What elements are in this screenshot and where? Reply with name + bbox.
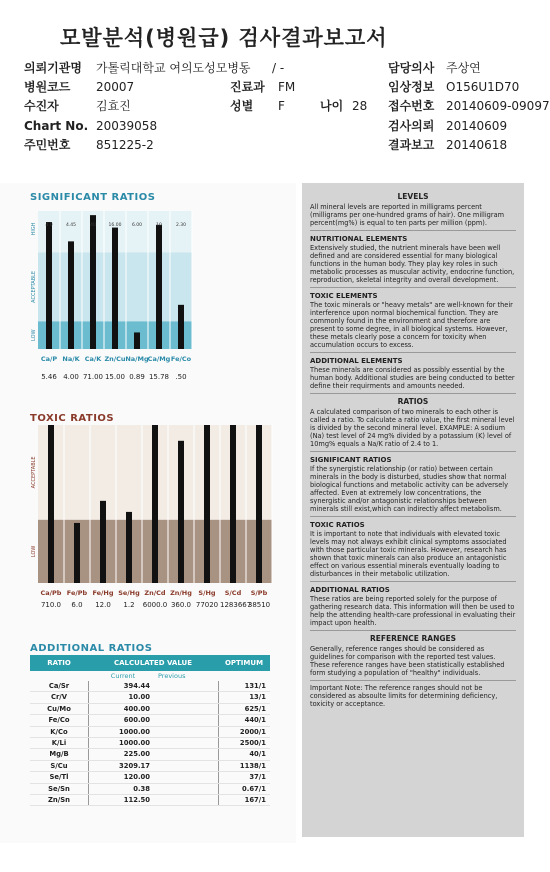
toxic-ratios-chart [30,423,278,615]
table-cell [158,784,218,794]
table-cell: 225.00 [88,749,158,759]
table-row [30,772,270,783]
bar [152,425,158,583]
table-cell: 625/1 [218,704,270,714]
table-cell: Se/Sn [48,784,70,793]
value-cell: 6000.0 [142,601,168,609]
value-cell: 6.0 [71,601,83,609]
value-cell: 1283667 [220,601,252,609]
value: 가톨릭대학교 여의도성모병동 [96,61,251,75]
bar [204,425,210,583]
value: 20140618 [446,138,508,152]
label: 주민번호 [24,138,71,152]
table-row [30,795,270,806]
bar [90,215,96,349]
significant-ratios-chart [30,203,202,389]
paragraph: It is important to note that individuals with elevated toxic levels may not always exhibit clinical symptoms associated with those particular toxic minerals. However, research has shown that toxic minerals can also produce an antagonistic effect on various essential minerals eventually loading to disturbances in their metabolic utilization. [310,530,516,582]
scale-label: 4.45 [65,223,77,228]
category-label: Zn/Hg [170,589,192,597]
category-label: S/Hg [198,589,216,597]
table-row [30,681,270,692]
category-label: Ca/P [40,355,58,363]
bar [112,228,118,349]
category-label: S/Cd [224,589,242,597]
category-label: Na/Mg [125,355,149,363]
table-cell: Cr/V [50,693,68,702]
table-row [30,738,270,749]
table-cell [158,761,218,771]
scale-label: 10 [156,223,162,228]
category-label: Zn/Cd [144,589,166,597]
bar [230,425,236,583]
paragraph: Important Note: The reference ranges should not be considered as absoulte limits for determining deficiency, toxicity or acceptance. [310,684,498,708]
table-cell: 10.00 [88,692,158,702]
table-cell [158,749,218,759]
table-cell: 13/1 [218,692,270,702]
heading: LEVELS [397,192,429,201]
heading: RATIOS [397,397,429,406]
table-cell: 3209.17 [88,761,158,771]
value: F [278,99,285,113]
scale-label: 2.30 [175,223,187,228]
paragraph: Generally, reference ranges should be considered as guidelines for comparison with the reported test values. These reference ranges have been statistically established form studying a population of "healthy" individuals. [310,645,516,681]
table-cell: 1138/1 [218,761,270,771]
table-subheader: Current Previous [110,672,186,680]
value-cell: .50 [175,373,187,381]
zone-label: LOW [31,329,37,341]
table-cell: 131/1 [218,681,270,691]
heading: SIGNIFICANT RATIOS [310,456,392,464]
paragraph: These minerals are considered as possibly essential by the human body. Additional studies are being conducted to better define their requirments and amounts needed. [310,366,516,394]
significant-values [30,373,192,381]
label: 병원코드 [24,80,71,94]
label: Chart No. [24,119,89,133]
zone-label: ACCEPTABLE [31,456,37,489]
table-cell: 167/1 [218,795,270,805]
value-cell: 15.78 [148,373,170,381]
value-cell: 5.46 [41,373,57,381]
heading: TOXIC ELEMENTS [310,292,378,300]
additional-ratios-table [30,655,270,806]
value-cell: 71.00 [82,373,104,381]
label: 수진자 [24,99,59,113]
bar [48,425,54,583]
category-label: Se/Hg [118,589,140,597]
category-label: S/Pb [250,589,268,597]
significant-title: SIGNIFICANT RATIOS [30,192,156,203]
zone-label: HIGH [31,222,37,236]
table-row [30,692,270,703]
value: 28 [352,99,368,113]
zone-label: ACCEPTABLE [31,270,37,303]
table-row [30,749,270,760]
table-cell: 1000.00 [88,738,158,748]
value-cell: 710.0 [40,601,62,609]
table-cell [158,738,218,748]
value-cell: 0.89 [129,373,145,381]
category-label: Na/K [62,355,80,363]
info-panel [302,183,524,837]
category-label: Fe/Hg [92,589,114,597]
heading: TOXIC RATIOS [310,521,365,529]
bar [46,222,52,349]
bar [178,305,184,349]
label: 접수번호 [388,99,435,113]
heading: ADDITIONAL RATIOS [310,586,390,594]
table-cell: S/Cu [50,761,68,770]
value-cell: 12.0 [95,601,111,609]
table-row [30,761,270,772]
table-cell: 120.00 [88,772,158,782]
table-cell: 0.38 [88,784,158,794]
table-cell [158,692,218,702]
table-cell: 40/1 [218,749,270,759]
value: 20140609-09097 [446,99,550,113]
table-cell: Se/Tl [49,773,69,782]
label: 성별 [230,99,254,113]
table-cell: Ca/Sr [48,682,70,690]
table-cell: 400.00 [88,704,158,714]
value: 851225-2 [96,138,154,152]
bar [156,225,162,349]
scale-label: 40 [90,223,96,228]
value: O156U1D70 [446,80,520,94]
table-cell: 0.67/1 [218,784,270,794]
paragraph: The toxic minerals or "heavy metals" are well-known for their interference upon normal biochemical function. They are commonly found in the environment and therefore are present to some degree, in all biological systems. However, these metals clearly pose a concern for toxicity when accumulation occurs to excess. [310,301,516,353]
label: 진료과 [230,80,265,94]
scale-label: 4.0 [45,223,53,228]
value: 김효진 [96,99,131,113]
table-cell [158,715,218,725]
scale-label: 16.00 [108,223,122,228]
label: 검사의뢰 [388,119,435,133]
bar [68,241,74,349]
table-row [30,727,270,738]
label: 나이 [320,99,344,113]
table-cell: K/Li [51,738,67,747]
table-cell: 2500/1 [218,738,270,748]
label: 임상정보 [388,80,435,94]
table-cell: 440/1 [218,715,270,725]
category-label: Fe/Co [170,355,192,363]
category-label: Fe/Pb [66,589,88,597]
label: 의뢰기관명 [24,61,82,75]
bar [100,501,106,583]
patient-header [0,58,550,158]
heading: REFERENCE RANGES [369,634,457,643]
table-cell: Zn/Sn [48,795,70,804]
table-cell: 2000/1 [218,727,270,737]
table-row [30,784,270,795]
heading: NUTRITIONAL ELEMENTS [310,235,408,243]
bar [256,425,262,583]
table-cell: 600.00 [88,715,158,725]
table-cell: K/Co [50,727,68,736]
paragraph: Extensively studied, the nutrient minerals have been well defined and are considered essential for many biological functions in the human body. They play key roles in such metabolic processes as muscular activity, endocrine function, reproduction, skeletal integrity and overall development. [310,244,516,288]
table-cell [158,772,218,782]
heading: ADDITIONAL ELEMENTS [310,357,403,365]
table-cell [158,704,218,714]
value: / - [272,61,285,75]
value: FM [278,80,296,94]
table-cell: Fe/Co [48,716,70,725]
table-cell [158,795,218,805]
bar [134,332,140,349]
table-cell [158,727,218,737]
value-cell: 77020 [195,601,219,609]
value: 20140609 [446,119,508,133]
paragraph: A calculated comparison of two minerals to each other is called a ratio. To calculate a ratio value, the first mineral level is divided by the second mineral level. EXAMPLE: A sodium (Na) test level of 24 mg% divided by a potassium (K) level of 10mg% equals a Na/K ratio of 2.4 to 1. [310,408,516,452]
paragraph: If the synergistic relationship (or ratio) between certain minerals in the body is disturbed, studies show that normal biological functions and metabolic activity can be adversely affected. Even at extremely low concentrations, the synergistic and/or antagonistic relationships between minerals still exist,which can indirectly affect metabolism. [310,465,516,517]
toxic-values [30,601,272,609]
toxic-title: TOXIC RATIOS [30,413,115,424]
bar [126,512,132,583]
table-cell: 1000.00 [88,727,158,737]
value: 20039058 [96,119,158,133]
value-cell: 38510 [247,601,271,609]
value-cell: 1.2 [123,601,135,609]
additional-title: ADDITIONAL RATIOS [30,643,153,654]
paragraph: These ratios are being reported solely for the purpose of gathering research data. This information will then be used to help the attending health-care professional in evaluating their impact upon health. [310,595,516,631]
table-cell: 394.44 [88,681,158,691]
category-label: Ca/Mg [147,355,171,363]
table-cell: Mg/B [49,750,69,759]
scale-label: 6.00 [131,223,143,228]
label: 결과보고 [388,138,435,152]
label: 담당의사 [388,61,435,75]
bar [74,523,80,583]
table-cell: Cu/Mo [47,704,71,713]
table-cell [158,681,218,691]
zone-label: LOW [31,545,37,558]
table-cell: 37/1 [218,772,270,782]
table-row [30,715,270,726]
value: 20007 [96,80,135,94]
bar [178,441,184,583]
table-row [30,704,270,715]
value-cell: 4.00 [63,373,79,381]
value: 주상연 [446,61,481,75]
category-label: Ca/K [84,355,102,363]
table-header: RATIO CALCULATED VALUE OPTIMUM [30,655,270,671]
table-cell: 112.50 [88,795,158,805]
category-label: Ca/Pb [40,589,62,597]
category-label: Zn/Cu [104,355,126,363]
report-title: 모발분석(병원급) 검사결과보고서 [60,26,388,50]
value-cell: 360.0 [170,601,192,609]
value-cell: 15.00 [104,373,126,381]
paragraph: All mineral levels are reported in milligrams percent (milligrams per one-hundred grams of hair). One milligram percent(mg%) is equal to ten parts per million (ppm). [310,203,516,231]
